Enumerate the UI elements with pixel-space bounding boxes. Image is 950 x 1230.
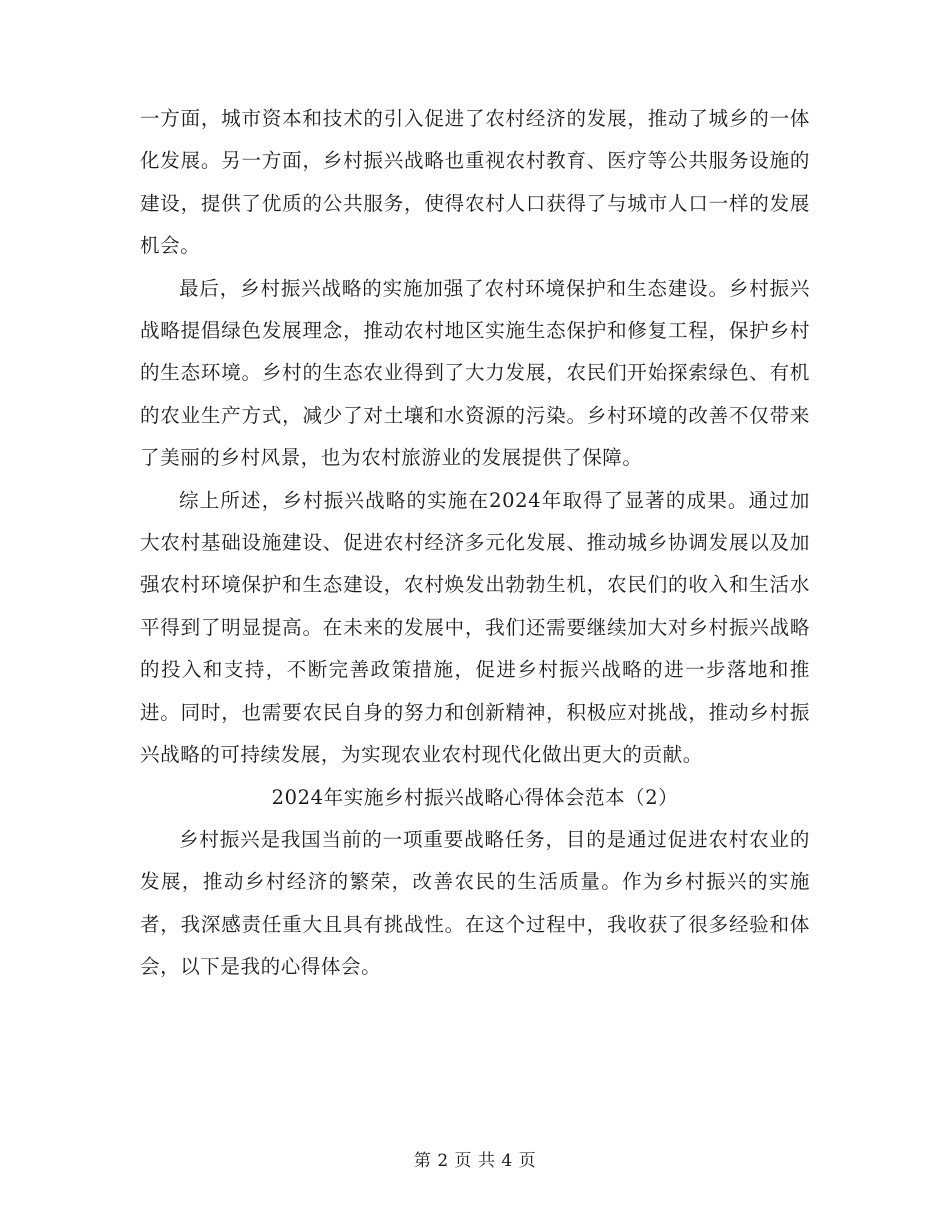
paragraph-section-intro: 乡村振兴是我国当前的一项重要战略任务，目的是通过促进农村农业的发展，推动乡村经济的繁荣，改善农民的生活质量。作为乡村振兴的实施者，我深感责任重大且具有挑战性。在这个过程中，我收获了很多经验和体会，以下是我的心得体会。 xyxy=(140,827,810,979)
document-body xyxy=(140,98,810,989)
paragraph-summary: 综上所述，乡村振兴战略的实施在2024年取得了显著的成果。通过加大农村基础设施建设、促进农村经济多元化发展、推动城乡协调发展以及加强农村环境保护和生态建设，农村焕发出勃勃生机，农民们的收入和生活水平得到了明显提高。在未来的发展中，我们还需要继续加大对乡村振兴战略的投入和支持，不断完善政策措施，促进乡村振兴战略的进一步落地和推进。同时，也需要农民自身的努力和创新精神，积极应对挑战，推动乡村振兴战略的可持续发展，为实现农业农村现代化做出更大的贡献。 xyxy=(140,488,810,767)
page-footer xyxy=(0,1146,950,1171)
section-title: 2024年实施乡村振兴战略心得体会范本（2） xyxy=(271,785,679,809)
paragraph-continuation: 一方面，城市资本和技术的引入促进了农村经济的发展，推动了城乡的一体化发展。另一方面，乡村振兴战略也重视农村教育、医疗等公共服务设施的建设，提供了优质的公共服务，使得农村人口获得了与城市人口一样的发展机会。 xyxy=(140,107,810,258)
paragraph-environment: 最后，乡村振兴战略的实施加强了农村环境保护和生态建设。乡村振兴战略提倡绿色发展理念，推动农村地区实施生态保护和修复工程，保护乡村的生态环境。乡村的生态农业得到了大力发展，农民们开始探索绿色、有机的农业生产方式，减少了对土壤和水资源的污染。乡村环境的改善不仅带来了美丽的乡村风景，也为农村旅游业的发展提供了保障。 xyxy=(140,276,810,470)
page-number-label: 第 2 页 共 4 页 xyxy=(413,1151,537,1171)
